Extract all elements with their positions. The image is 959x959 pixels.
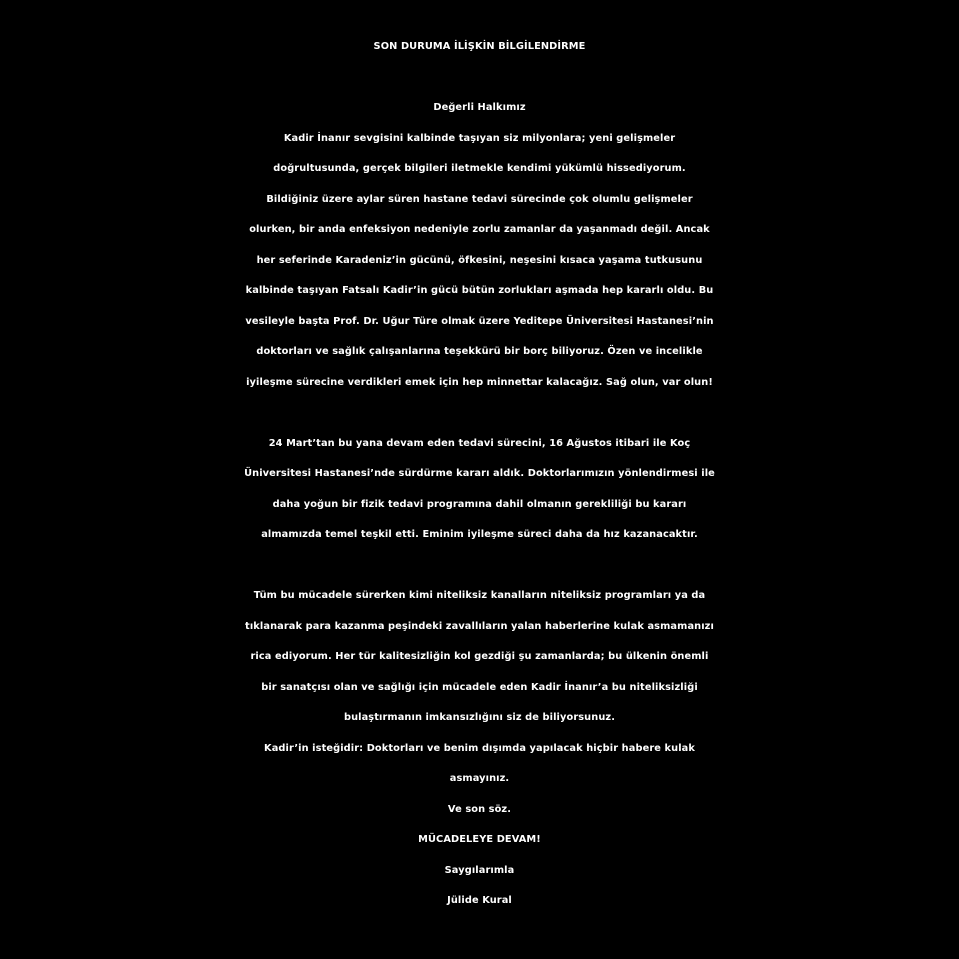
paragraph-3-line: Kadir’in isteğidir: Doktorları ve benim dışımda yapılacak hiçbir habere kulak (264, 742, 695, 754)
paragraph-3-line: rica ediyorum. Her tür kalitesizliğin kol gezdiği şu zamanlarda; bu ülkenin önemli (250, 651, 709, 662)
paragraph-3-line: bulaştırmanın imkansızlığını siz de biliyorsunuz. (343, 712, 616, 723)
paragraph-spacer (0, 551, 959, 582)
paragraph-3-line: bir sanatçısı olan ve sağlığı için mücadele eden Kadir İnanır’a bu niteliksizliği (261, 681, 698, 693)
paragraph-3 (0, 581, 959, 795)
paragraph-1-line: olurken, bir anda enfeksiyon nedeniyle zorlu zamanlar da yaşanmadı değil. Ancak (249, 224, 710, 235)
paragraph-1-line: doktorları ve sağlık çalışanlarına teşekkürü bir borç biliyoruz. Özen ve incelikle (256, 346, 703, 357)
closing-line: Ve son söz. (447, 803, 512, 815)
paragraph-1-line: Bildiğiniz üzere aylar süren hastane tedavi sürecinde çok olumlu gelişmeler (266, 193, 693, 205)
paragraph-1-line: kalbinde taşıyan Fatsalı Kadir’in gücü bütün zorlukları aşmada hep kararlı oldu. Bu (245, 285, 714, 296)
paragraph-1-line: her seferinde Karadeniz’in gücünü, öfkesini, neşesini kısaca yaşama tutkusunu (256, 254, 703, 266)
paragraph-spacer (0, 398, 959, 429)
paragraph-2-line: 24 Mart’tan bu yana devam eden tedavi sürecini, 16 Ağustos itibari ile Koç (268, 437, 691, 449)
signature-name: Jülide Kural (447, 895, 512, 906)
statement-title: SON DURUMA İLİŞKİN BİLGİLENDİRME (373, 41, 586, 52)
paragraph-2-line: daha yoğun bir fizik tedavi programına dahil olmanın gerekliliği bu kararı (272, 498, 687, 510)
greeting: Değerli Halkımız (433, 102, 526, 113)
paragraph-1-line: Kadir İnanır sevgisini kalbinde taşıyan siz milyonlara; yeni gelişmeler (283, 132, 676, 144)
paragraph-3-line: tıklanarak para kazanma peşindeki zavallıların yalan haberlerine kulak asmamanızı (245, 620, 714, 632)
paragraph-2 (0, 429, 959, 551)
paragraph-2-line: Üniversitesi Hastanesi’nde sürdürme kararı aldık. Doktorlarımızın yönlendirmesi ile (244, 468, 715, 479)
paragraph-1-line: doğrultusunda, gerçek bilgileri iletmekle kendimi yükümlü hissediyorum. (273, 163, 686, 174)
paragraph-1-line: vesileyle başta Prof. Dr. Uğur Türe olmak üzere Yeditepe Üniversitesi Hastanesi’nin (245, 315, 714, 327)
closing-regards: Saygılarımla (444, 864, 515, 876)
paragraph-1-line: iyileşme sürecine verdikleri emek için hep minnettar kalacağız. Sağ olun, var olun! (246, 376, 713, 388)
paragraph-2-line: almamızda temel teşkil etti. Eminim iyileşme süreci daha da hız kazanacaktır. (261, 529, 698, 540)
paragraph-3-line: Tüm bu mücadele sürerken kimi niteliksiz kanalların niteliksiz programları ya da (253, 590, 706, 601)
paragraph-1 (0, 124, 959, 399)
closing-slogan: MÜCADELEYE DEVAM! (418, 834, 541, 845)
closing (0, 795, 959, 917)
paragraph-3-line: asmayınız. (449, 773, 510, 784)
